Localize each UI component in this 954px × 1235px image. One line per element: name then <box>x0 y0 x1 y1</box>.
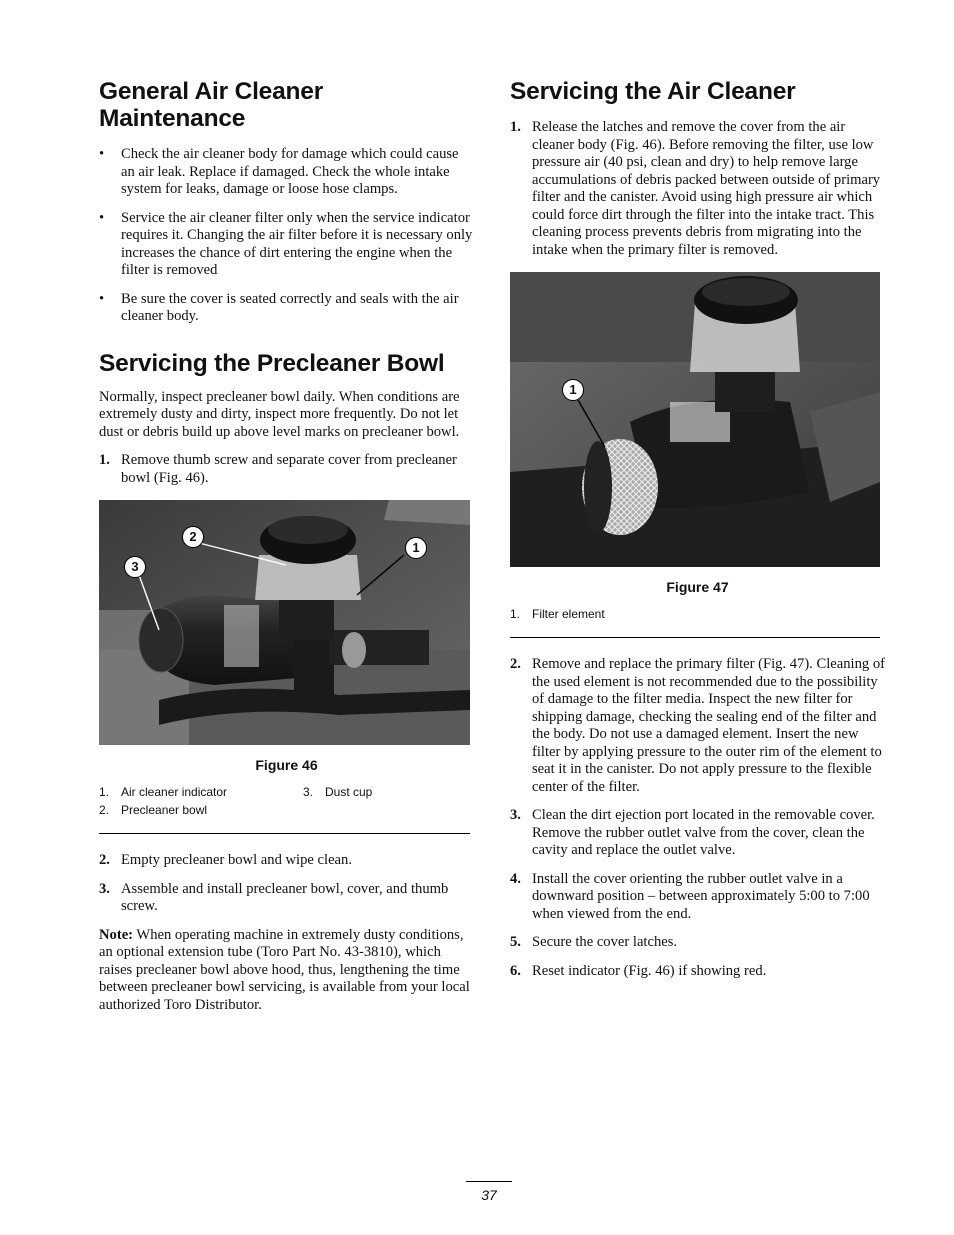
air-cleaner-step-3: 3. Clean the dirt ejection port located in the removable cover. Remove the rubber outlet valve from the cover, clean the cavity and replace the outlet valve. <box>510 807 875 858</box>
air-cleaner-step-6: 6. Reset indicator (Fig. 46) if showing red. <box>510 962 767 979</box>
maintenance-bullet-list <box>99 146 474 326</box>
precleaner-intro: Normally, inspect precleaner bowl daily. When conditions are extremely dusty and dirty, inspect more frequently. Do not let dust or debris build up above level marks on precleaner bowl. <box>99 388 460 440</box>
bullet-dot-icon: • <box>99 146 105 162</box>
bullet-dot-icon: • <box>99 209 105 226</box>
heading-servicing-air-cleaner: Servicing the Air Cleaner <box>510 78 796 105</box>
left-column <box>99 78 474 1025</box>
figure-46-caption: Figure 46 <box>255 757 318 773</box>
bullet-item: • Service the air cleaner filter only when the service indicator requires it. Changing the air filter before it is necessary only increases the chance of dirt entering the engine when the filter is removed <box>99 209 473 278</box>
precleaner-step-1: 1. Remove thumb screw and separate cover from precleaner bowl (Fig. 46). <box>99 452 457 486</box>
heading-general-air-cleaner: General Air Cleaner Maintenance <box>99 78 324 132</box>
footer-divider <box>466 1181 512 1182</box>
legend-item: 1. Filter element <box>510 607 605 621</box>
air-cleaner-step-5: 5. Secure the cover latches. <box>510 934 678 950</box>
legend-item: 1. Air cleaner indicator <box>99 785 228 799</box>
figure-47-divider <box>510 637 880 638</box>
figure-47-caption: Figure 47 <box>666 579 729 595</box>
air-cleaner-step-2: 2. Remove and replace the primary filter (Fig. 47). Cleaning of the used element is not recommended due to the possibility of damage to the filter media. Inspect the new filter for shipping damage, checking the sealing end of the filter and the body. Do not use a damaged element. Insert the new filter by applying pressure to the outer rim of the element to seat it in the canister. Do not apply pressure to the flexible center of the filter. <box>510 656 885 795</box>
bullet-dot-icon: • <box>99 290 105 307</box>
air-cleaner-step-4: 4. Install the cover orienting the rubber outlet valve in a downward position – between approximately 5:00 to 7:00 when viewed from the end. <box>510 870 870 922</box>
figure-47-callout-1: 1 <box>562 379 584 401</box>
air-cleaner-step-1: 1. Release the latches and remove the cover from the air cleaner body (Fig. 46). Before removing the filter, use low pressure air (40 psi, clean and dry) to help remove large accumulations of debris packed between outside of primary filter and the canister. Avoid using high pressure air which could force dirt through the filter into the intake tract. This cleaning process prevents debris from migrating into the intake when the primary filter is removed. <box>510 119 881 258</box>
bullet-item: • Be sure the cover is seated correctly and seals with the air cleaner body. <box>99 290 459 324</box>
heading-precleaner-bowl: Servicing the Precleaner Bowl <box>99 349 445 377</box>
legend-item: 2. Precleaner bowl <box>99 803 208 817</box>
bullet-item: • Check the air cleaner body for damage which could cause an air leak. Replace if damaged. Check the whole intake system for leaks, damage or loose hose clamps. <box>99 146 459 197</box>
filter-element-photo-illustration <box>510 272 880 567</box>
figure-46-callout-1: 1 <box>405 537 427 559</box>
figure-47-legend <box>510 605 885 623</box>
figure-46-photo <box>99 500 470 745</box>
right-column <box>510 78 885 991</box>
precleaner-note: Note: When operating machine in extremely dusty conditions, an optional extension tube (Toro Part No. 43-3810), which raises precleaner bowl above hood, thus, lengthening the time between precleaner bowl servicing, is available from your local authorized Toro Distributor. <box>99 926 470 1013</box>
legend-item: 3. Dust cup <box>303 785 373 799</box>
figure-47-photo <box>510 272 880 567</box>
page-number: 37 <box>481 1187 497 1203</box>
figure-46-callout-2: 2 <box>182 526 204 548</box>
figure-46-divider <box>99 833 470 834</box>
figure-46-callout-3: 3 <box>124 556 146 578</box>
precleaner-step-2: 2. Empty precleaner bowl and wipe clean. <box>99 852 352 868</box>
figure-46-legend <box>99 783 474 819</box>
precleaner-step-3: 3. Assemble and install precleaner bowl, cover, and thumb screw. <box>99 880 449 914</box>
